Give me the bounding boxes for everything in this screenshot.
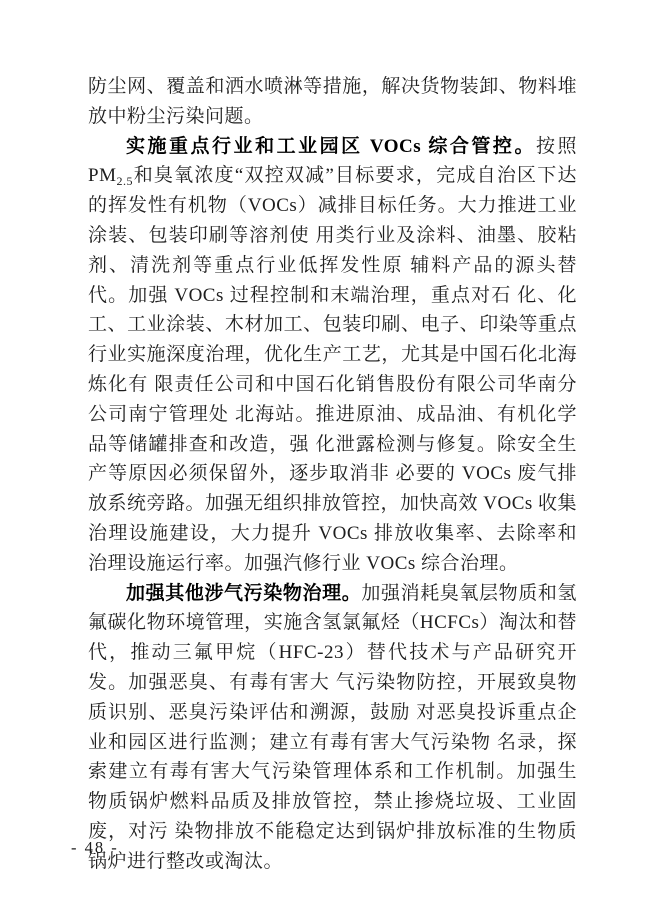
- page-number: - 48 -: [71, 838, 119, 857]
- subscript-text: 2.5: [116, 174, 133, 189]
- paragraph: [88, 132, 577, 579]
- paragraph-text: 和臭氧浓度“双控双减”目标要求，完成自治区下达的挥发性有机物（VOCs）减排目标任务。大力推进工业涂装、包装印刷等溶剂使 用类行业及涂料、油墨、胶粘剂、清洗剂等重点行业低挥发性原 辅料产品的源头替代。加强 VOCs 过程控制和末端治理，重点对石 化、化工、工业涂装、木材加工、包装印刷、电子、印染等重点 行业实施深度治理，优化生产工艺，尤其是中国石化北海炼化有 限责任公司和中国石化销售股份有限公司华南分公司南宁管理处 北海站。推进原油、成品油、有机化学品等储罐排查和改造，强 化泄露检测与修复。除安全生产等原因必须保留外，逐步取消非 必要的 VOCs 废气排放系统旁路。加强无组织排放管控，加快高效 VOCs 收集治理设施建设，大力提升 VOCs 排放收集率、去除率和 治理设施运行率。加强汽修行业 VOCs 综合治理。: [88, 165, 578, 574]
- body-text: [88, 72, 577, 877]
- paragraph-lead-bold: 实施重点行业和工业园区 VOCs 综合管控。: [126, 135, 536, 157]
- paragraph: [88, 72, 577, 132]
- paragraph: [88, 579, 577, 877]
- paragraph-text: 防尘网、覆盖和洒水喷淋等措施，解决货物装卸、物料堆放中粉尘污染问题。: [88, 76, 577, 127]
- paragraph-text: 加强消耗臭氧层物质和氢氟碳化物环境管理，实施含氢氯氟烃（HCFCs）淘汰和替代，推动三氟甲烷（HFC-23）替代技术与产品研究开发。加强恶臭、有毒有害大 气污染物防控，开展致臭物质识别、恶臭污染评估和溯源，鼓励 对恶臭投诉重点企业和园区进行监测；建立有毒有害大气污染物 名录，探索建立有毒有害大气污染管理体系和工作机制。加强生 物质锅炉燃料品质及排放管控，禁止掺烧垃圾、工业固废，对污 染物排放不能稳定达到锅炉排放标准的生物质锅炉进行整改或淘汰。: [88, 582, 577, 872]
- paragraph-text: 按照 PM: [88, 135, 577, 187]
- paragraph-lead-bold: 加强其他涉气污染物治理。: [126, 582, 362, 604]
